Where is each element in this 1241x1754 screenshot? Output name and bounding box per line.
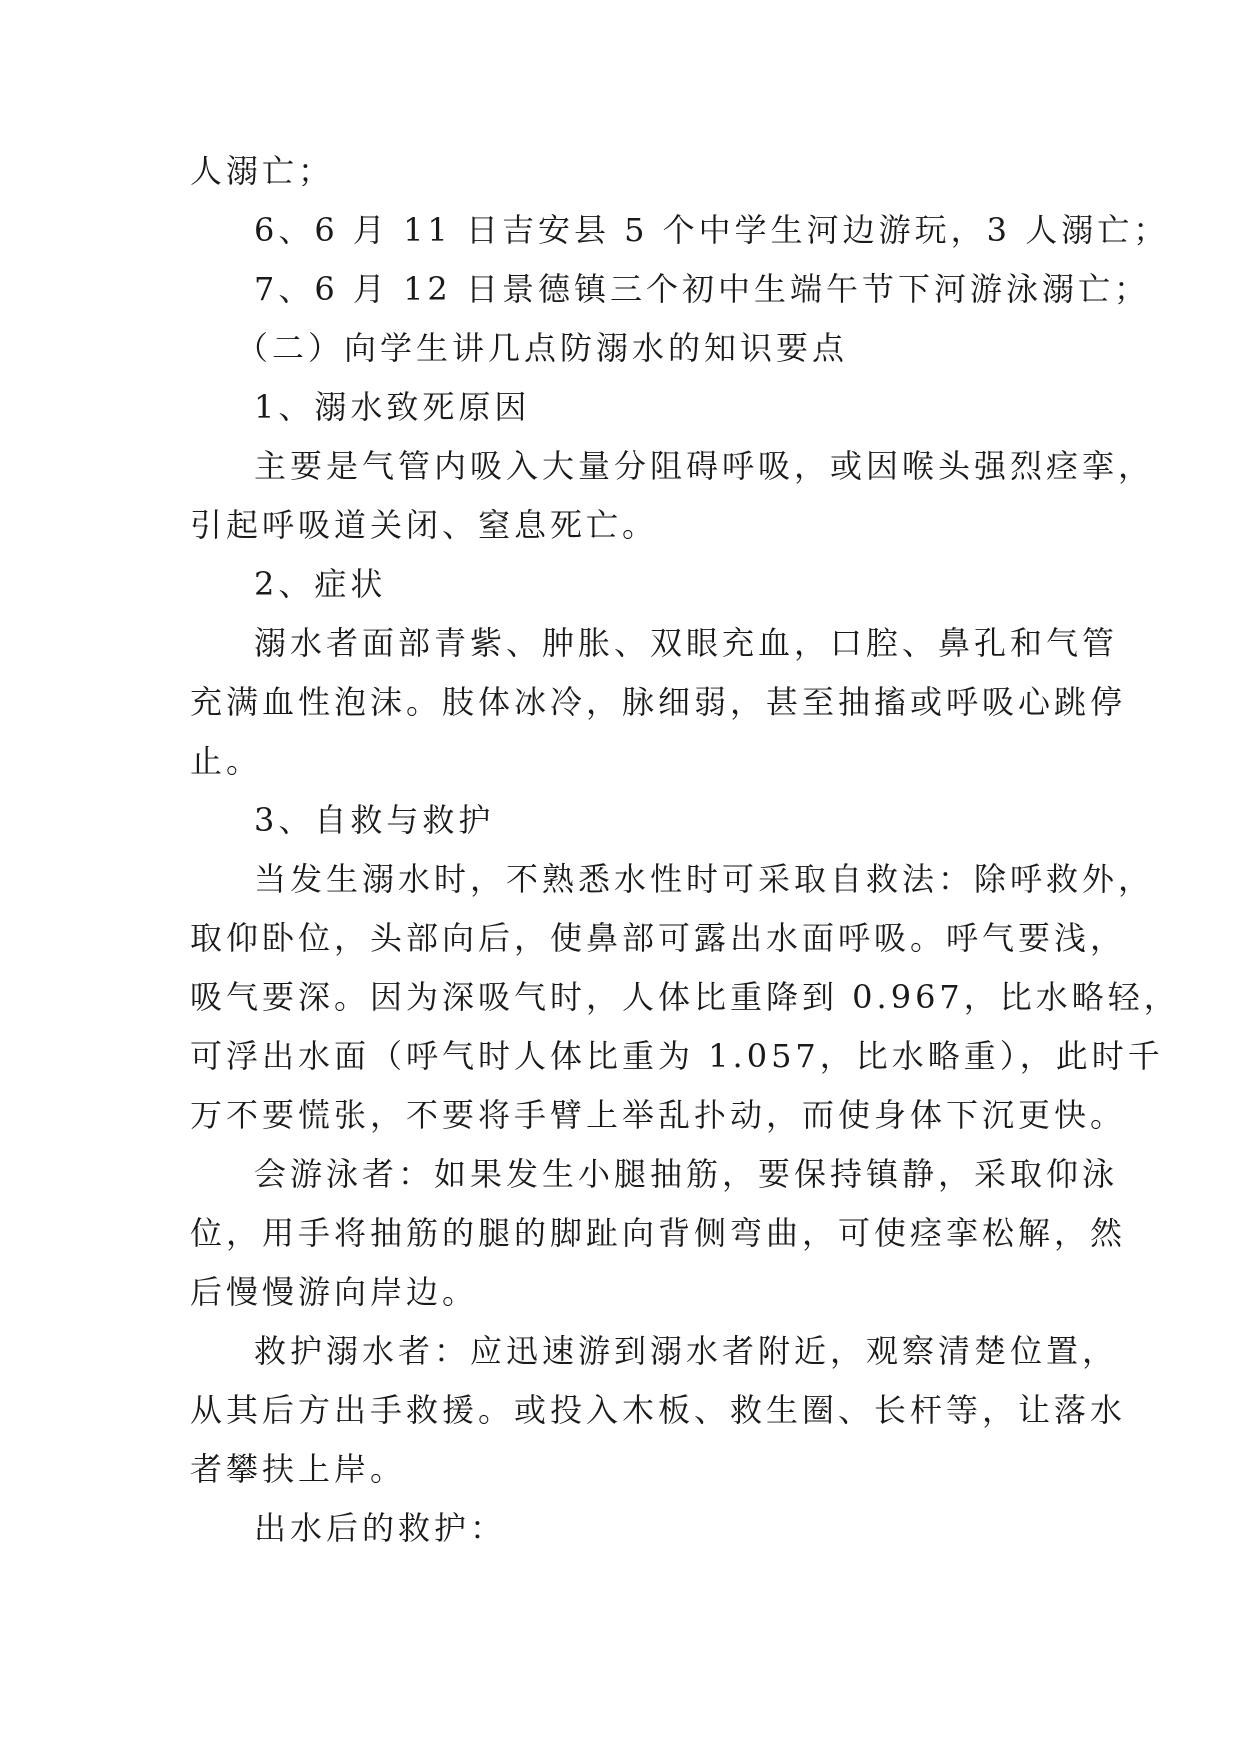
text-line-10: 充满血性泡沫。肢体冰冷，脉细弱，甚至抽搐或呼吸心跳停 [190,683,1127,721]
section-heading: （二）向学生讲几点防溺水的知识要点 [236,329,849,367]
text-line-22: 从其后方出手救援。或投入木板、救生圈、长杆等，让落水 [190,1391,1127,1429]
text-line-7: 引起呼吸道关闭、窒息死亡。 [190,506,659,544]
text-line-13: 当发生溺水时，不熟悉水性时可采取自救法：除呼救外， [254,860,1155,898]
text-line-3: 7、6 月 12 日景德镇三个初中生端午节下河游泳溺亡； [254,270,1150,308]
subheading-cause: 1、溺水致死原因 [254,388,531,426]
text-line-14: 取仰卧位，头部向后，使鼻部可露出水面呼吸。呼气要浅， [190,919,1127,957]
text-line-11: 止。 [190,742,263,780]
text-line-24: 出水后的救护： [254,1509,507,1547]
text-line-15: 吸气要深。因为深吸气时，人体比重降到 0.967，比水略轻， [190,978,1180,1016]
document-body [190,142,1180,1558]
subheading-rescue: 3、自救与救护 [254,801,495,839]
text-line-17: 万不要慌张，不要将手臂上举乱扑动，而使身体下沉更快。 [190,1096,1127,1134]
text-line-6: 主要是气管内吸入大量分阻碍呼吸，或因喉头强烈痉挛， [254,447,1155,485]
text-line-19: 位，用手将抽筋的腿的脚趾向背侧弯曲，可使痉挛松解，然 [190,1214,1127,1252]
text-line-2: 6、6 月 11 日吉安县 5 个中学生河边游玩，3 人溺亡； [254,211,1170,249]
subheading-symptoms: 2、症状 [254,565,387,603]
text-line-20: 后慢慢游向岸边。 [190,1273,479,1311]
text-line-21: 救护溺水者：应迅速游到溺水者附近，观察清楚位置， [254,1332,1119,1370]
text-line-16: 可浮出水面（呼气时人体比重为 1.057，比水略重），此时千 [190,1037,1164,1075]
text-line-1: 人溺亡； [190,152,335,190]
text-line-9: 溺水者面部青紫、肿胀、双眼充血，口腔、鼻孔和气管 [254,624,1119,662]
text-line-23: 者攀扶上岸。 [190,1450,407,1488]
text-line-18: 会游泳者：如果发生小腿抽筋，要保持镇静，采取仰泳 [254,1155,1119,1193]
